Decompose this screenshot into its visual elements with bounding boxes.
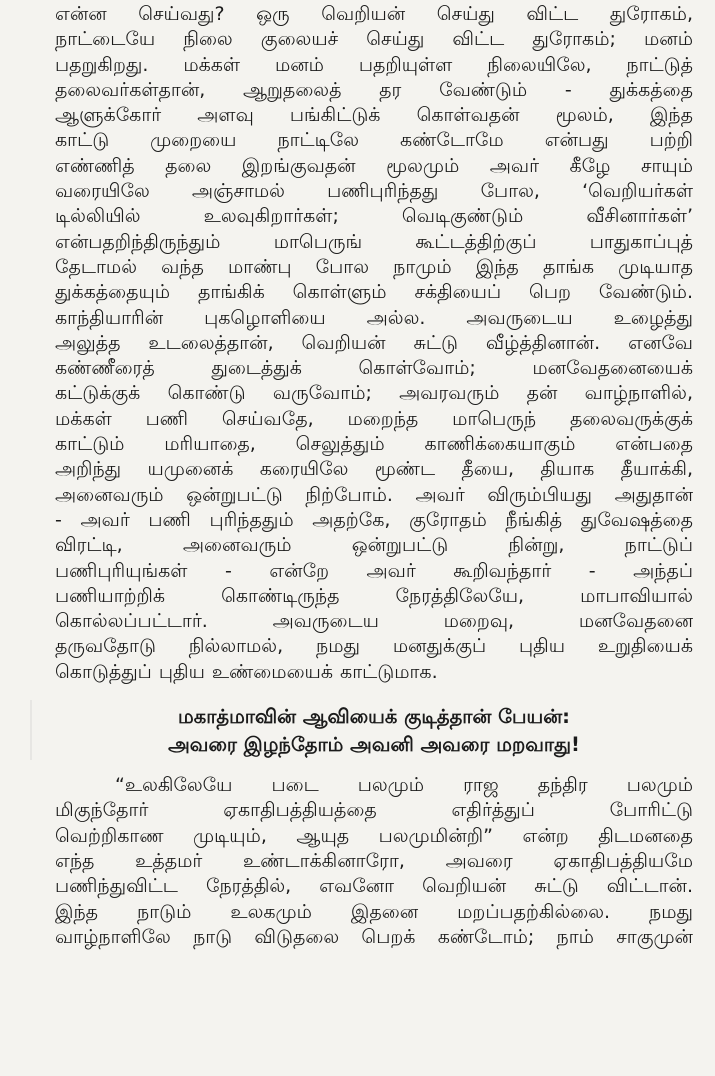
paragraph-line: தருவதோடு நில்லாமல், நமது மனதுக்குப் புதிய உறுதியைக் — [55, 635, 693, 658]
paragraph-line: - அவர் பணி புரிந்ததும் அதற்கே, குரோதம் நீங்கித் துவேஷத்தை — [55, 508, 693, 531]
paragraph-line: அலுத்த உடலைத்தான், வெறியன் சுட்டு வீழ்த்தினான். எனவே — [55, 331, 693, 354]
paragraph-line: விரட்டி, அனைவரும் ஒன்றுபட்டு நின்று, நாட்டுப் — [55, 534, 693, 557]
section-heading — [55, 703, 693, 759]
paragraph-line: ஆளுக்கோர் அளவு பங்கிட்டுக் கொள்வதன் மூலம், இந்த — [55, 104, 693, 127]
paragraph-line: இந்த நாடும் உலகமும் இதனை மறப்பதற்கில்லை. நமது — [55, 900, 693, 923]
paragraph-line: காந்தியாரின் புகழொளியை அல்ல. அவருடைய உழைத்து — [55, 306, 693, 329]
paragraph-line: “உலகிலேயே படை பலமும் ராஜ தந்திர பலமும் — [115, 774, 693, 797]
page-edge-shadow — [30, 700, 62, 760]
paragraph-line: மக்கள் பணி செய்வதே, மறைந்த மாபெருந் தலைவருக்குக் — [55, 407, 693, 430]
paragraph-line: பணியாற்றிக் கொண்டிருந்த நேரத்திலேயே, மாபாவியால் — [55, 584, 693, 607]
paragraph-line: என்பதறிந்திருந்தும் மாபெருங் கூட்டத்திற்குப் பாதுகாப்புத் — [55, 230, 693, 253]
paragraph-line: அனைவரும் ஒன்றுபட்டு நிற்போம். அவர் விரும்பியது அதுதான் — [55, 483, 693, 506]
paragraph-line: கொல்லப்பட்டார். அவருடைய மறைவு, மனவேதனை — [55, 610, 693, 633]
paragraph-line: டில்லியில் உலவுகிறார்கள்; வெடிகுண்டும் வீசினார்கள்’ — [55, 205, 693, 228]
paragraph-line: என்ன செய்வது? ஒரு வெறியன் செய்து விட்ட துரோகம், — [55, 3, 693, 25]
paragraph-1 — [55, 2, 693, 685]
paragraph-line: கட்டுக்குக் கொண்டு வருவோம்; அவரவரும் தன் வாழ்நாளில், — [55, 382, 693, 405]
paragraph-line: வாழ்நாளிலே நாடு விடுதலை பெறக் கண்டோம்; நாம் சாகுமுன் — [55, 925, 693, 948]
paragraph-line: துக்கத்தையும் தாங்கிக் கொள்ளும் சக்தியைப் பெற வேண்டும். — [55, 281, 693, 304]
paragraph-line: தேடாமல் வந்த மாண்பு போல நாமும் இந்த தாங்க முடியாத — [55, 255, 693, 278]
paragraph-line: வெற்றிகாண முடியும், ஆயுத பலமுமின்றி” என்ற திடமனதை — [55, 824, 693, 847]
paragraph-line: எந்த உத்தமர் உண்டாக்கினாரோ, அவரை ஏகாதிபத்தியமே — [55, 849, 693, 872]
paragraph-line: எண்ணித் தலை இறங்குவதன் மூலமும் அவர் கீழே சாயும் — [55, 154, 693, 177]
paragraph-line: பணிந்துவிட்ட நேரத்தில், எவனோ வெறியன் சுட்டு விட்டான். — [55, 875, 693, 898]
paragraph-line: கொடுத்துப் புதிய உண்மையைக் காட்டுமாக. — [55, 660, 438, 683]
paragraph-line: காட்டும் மரியாதை, செலுத்தும் காணிக்கையாகும் என்பதை — [55, 433, 693, 456]
heading-line-1: மகாத்மாவின் ஆவியைக் குடித்தான் பேயன்: — [178, 705, 570, 729]
paragraph-line: தலைவர்கள்தான், ஆறுதலைத் தர வேண்டும் - துக்கத்தை — [55, 78, 693, 101]
paragraph-line: வரையிலே அஞ்சாமல் பணிபுரிந்தது போல, ‘வெறியர்கள் — [55, 180, 693, 203]
paragraph-2 — [55, 773, 693, 950]
paragraph-line: நாட்டையே நிலை குலையச் செய்து விட்ட துரோகம்; மனம் — [55, 28, 693, 51]
paragraph-line: பதறுகிறது. மக்கள் மனம் பதறியுள்ள நிலையிலே, நாட்டுத் — [55, 53, 693, 76]
paragraph-line: கண்ணீரைத் துடைத்துக் கொள்வோம்; மனவேதனையைக் — [55, 357, 693, 380]
paragraph-line: பணிபுரியுங்கள் - என்றே அவர் கூறிவந்தார் - அந்தப் — [55, 559, 693, 582]
heading-line-2: அவரை இழந்தோம் அவனி அவரை மறவாது! — [168, 733, 580, 757]
paragraph-line: அறிந்து யமுனைக் கரையிலே மூண்ட தீயை, தியாக தீயாக்கி, — [55, 458, 693, 481]
paragraph-line: காட்டு முறையை நாட்டிலே கண்டோமே என்பது பற்றி — [55, 129, 693, 152]
paragraph-line: மிகுந்தோர் ஏகாதிபத்தியத்தை எதிர்த்துப் போரிட்டு — [55, 799, 693, 822]
